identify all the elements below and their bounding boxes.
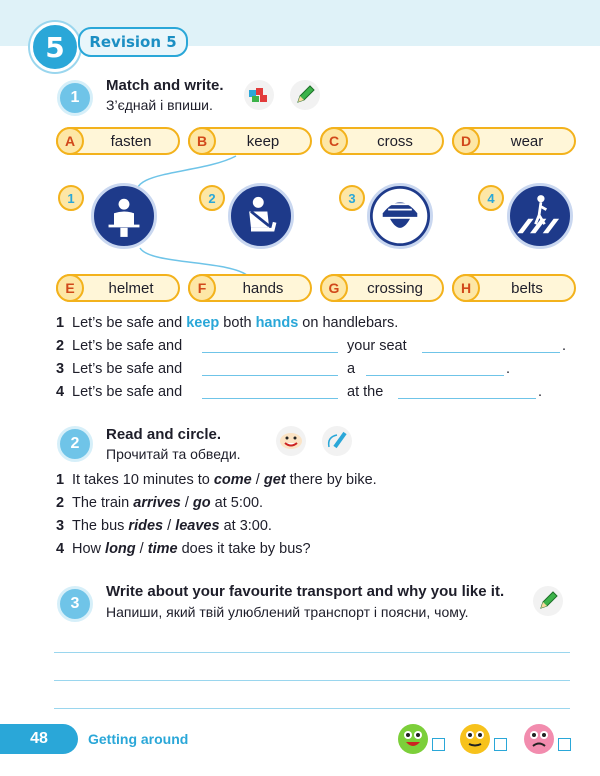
text: / bbox=[180, 495, 193, 511]
option[interactable]: rides bbox=[128, 518, 164, 534]
answer-blank[interactable] bbox=[202, 375, 338, 376]
exercise-2-title: Read and circle. bbox=[106, 426, 222, 443]
answer-word: keep bbox=[186, 315, 220, 331]
sentence-2 bbox=[56, 338, 182, 354]
answer-word: hands bbox=[255, 315, 299, 331]
item-number: 4 bbox=[56, 541, 65, 557]
checkbox-sad[interactable] bbox=[558, 738, 571, 751]
option[interactable]: get bbox=[263, 472, 286, 488]
text: . bbox=[562, 338, 567, 354]
answer-blank[interactable] bbox=[202, 352, 338, 353]
text: at 5:00. bbox=[210, 495, 264, 511]
picture-number: 3 bbox=[339, 185, 365, 211]
pill-word: hands bbox=[242, 279, 284, 297]
exercise-2-number: 2 bbox=[57, 426, 93, 462]
pill-letter: C bbox=[320, 127, 348, 155]
ex2-item-1 bbox=[56, 472, 377, 488]
handlebars-icon bbox=[91, 183, 157, 249]
helmet-icon bbox=[367, 183, 433, 249]
neutral-face-icon bbox=[460, 724, 490, 754]
pencil-icon bbox=[533, 586, 563, 616]
text: on handlebars. bbox=[298, 315, 399, 331]
item-number: 3 bbox=[56, 518, 65, 534]
pill-F[interactable] bbox=[188, 274, 312, 302]
item-number: 2 bbox=[56, 338, 65, 354]
item-number: 4 bbox=[56, 384, 65, 400]
section-name: Getting around bbox=[88, 731, 189, 747]
picture-number: 2 bbox=[199, 185, 225, 211]
exercise-1-title: Match and write. bbox=[106, 77, 224, 94]
pedestrian-crossing-icon bbox=[507, 183, 573, 249]
text: The train bbox=[72, 495, 134, 511]
sentence-3 bbox=[56, 361, 182, 377]
item-number: 3 bbox=[56, 361, 65, 377]
text: It takes 10 minutes to bbox=[72, 472, 214, 488]
option[interactable]: come bbox=[213, 472, 252, 488]
pill-letter: D bbox=[452, 127, 480, 155]
text: How bbox=[72, 541, 106, 557]
text: your seat bbox=[347, 338, 407, 354]
page-number: 48 bbox=[0, 724, 78, 754]
revision-title: Revision 5 bbox=[78, 27, 188, 57]
text: at 3:00. bbox=[219, 518, 272, 534]
ex2-item-3 bbox=[56, 518, 272, 534]
pill-G[interactable] bbox=[320, 274, 444, 302]
item-number: 2 bbox=[56, 495, 65, 511]
sentence-4 bbox=[56, 384, 182, 400]
circle-pencil-icon bbox=[322, 426, 352, 456]
pill-word: helmet bbox=[108, 279, 154, 297]
pill-letter: G bbox=[320, 274, 348, 302]
text: / bbox=[251, 472, 264, 488]
text: there by bike. bbox=[285, 472, 377, 488]
picture-number: 4 bbox=[478, 185, 504, 211]
text: / bbox=[135, 541, 148, 557]
text: a bbox=[347, 361, 356, 377]
pill-word: wear bbox=[510, 132, 544, 150]
item-number: 1 bbox=[56, 315, 65, 331]
pill-H[interactable] bbox=[452, 274, 576, 302]
pill-letter: A bbox=[56, 127, 84, 155]
pill-word: keep bbox=[246, 132, 280, 150]
text: The bus bbox=[72, 518, 129, 534]
pill-word: fasten bbox=[110, 132, 152, 150]
pill-letter: B bbox=[188, 127, 216, 155]
pill-word: crossing bbox=[367, 279, 423, 297]
ex2-item-4 bbox=[56, 541, 311, 557]
option[interactable]: arrives bbox=[133, 495, 181, 511]
text: does it take by bus? bbox=[177, 541, 311, 557]
answer-blank[interactable] bbox=[366, 375, 504, 376]
pill-letter: H bbox=[452, 274, 480, 302]
reading-face-icon bbox=[276, 426, 306, 456]
exercise-2-subtitle: Прочитай та обведи. bbox=[106, 446, 241, 462]
option[interactable]: long bbox=[105, 541, 136, 557]
text: Let’s be safe and bbox=[72, 384, 183, 400]
exercise-1-number: 1 bbox=[57, 80, 93, 116]
text: at the bbox=[347, 384, 384, 400]
checkbox-happy[interactable] bbox=[432, 738, 445, 751]
writing-line[interactable] bbox=[54, 680, 570, 681]
pill-E[interactable] bbox=[56, 274, 180, 302]
answer-blank[interactable] bbox=[398, 398, 536, 399]
exercise-3-subtitle: Напиши, який твій улюблений транспорт і поясни, чому. bbox=[106, 604, 469, 620]
exercise-3-number: 3 bbox=[57, 586, 93, 622]
text: Let’s be safe and bbox=[72, 338, 183, 354]
text: both bbox=[219, 315, 256, 331]
writing-line[interactable] bbox=[54, 652, 570, 653]
text: Let’s be safe and bbox=[72, 315, 187, 331]
sentence-1 bbox=[56, 315, 398, 331]
ex2-item-2 bbox=[56, 495, 263, 511]
pill-letter: E bbox=[56, 274, 84, 302]
answer-blank[interactable] bbox=[202, 398, 338, 399]
seatbelt-icon bbox=[228, 183, 294, 249]
pill-word: cross bbox=[377, 132, 413, 150]
text: . bbox=[538, 384, 543, 400]
option[interactable]: go bbox=[192, 495, 211, 511]
answer-blank[interactable] bbox=[422, 352, 560, 353]
option[interactable]: leaves bbox=[175, 518, 220, 534]
pill-word: belts bbox=[511, 279, 543, 297]
happy-face-icon bbox=[398, 724, 428, 754]
option[interactable]: time bbox=[147, 541, 178, 557]
text: / bbox=[163, 518, 176, 534]
exercise-1-subtitle: З’єднай і впиши. bbox=[106, 97, 213, 113]
sad-face-icon bbox=[524, 724, 554, 754]
unit-number: 5 bbox=[30, 22, 80, 72]
text: Let’s be safe and bbox=[72, 361, 183, 377]
picture-number: 1 bbox=[58, 185, 84, 211]
pill-letter: F bbox=[188, 274, 216, 302]
writing-line[interactable] bbox=[54, 708, 570, 709]
checkbox-neutral[interactable] bbox=[494, 738, 507, 751]
text: . bbox=[506, 361, 511, 377]
exercise-3-title: Write about your favourite transport and why you like it. bbox=[106, 583, 505, 600]
item-number: 1 bbox=[56, 472, 65, 488]
